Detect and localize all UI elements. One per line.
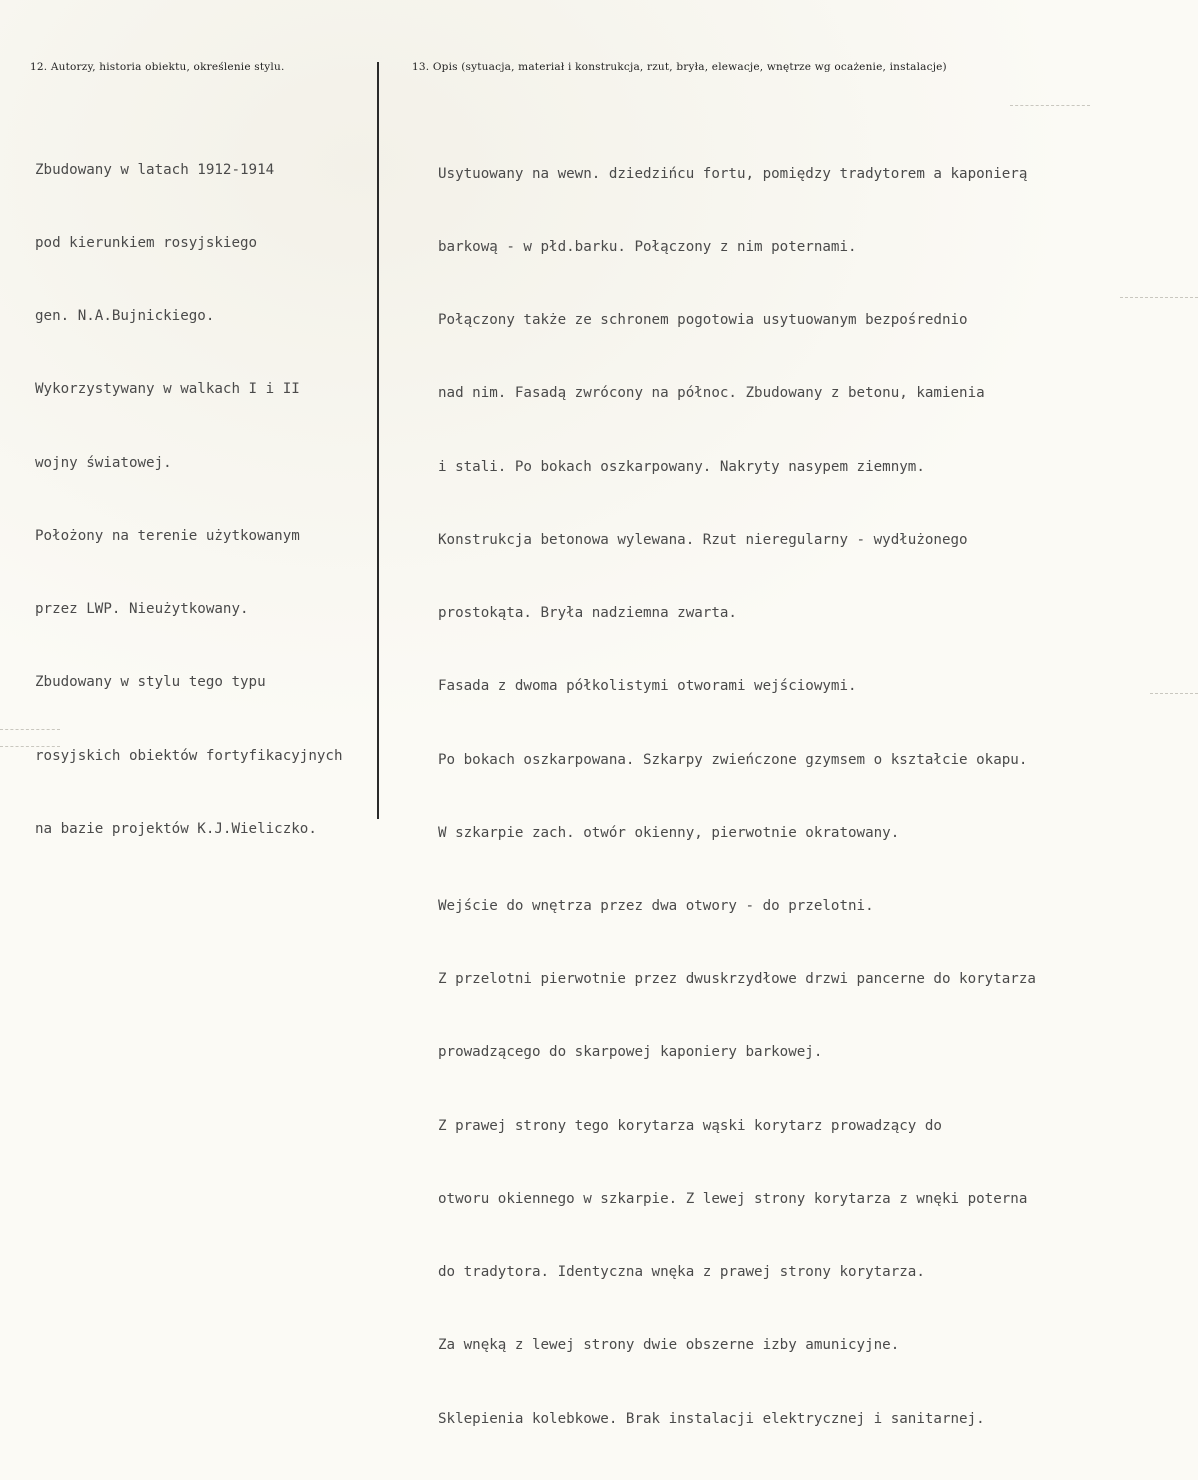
faint-rule <box>1120 297 1198 298</box>
text-line: Sklepienia kolebkowe. Brak instalacji elektrycznej i sanitarnej. <box>438 1410 985 1427</box>
text-line: Usytuowany na wewn. dziedzińcu fortu, pomiędzy tradytorem a kaponierą <box>438 165 1028 182</box>
text-line: na bazie projektów K.J.Wieliczko. <box>35 820 317 837</box>
section-13-heading: 13. Opis (sytuacja, materiał i konstrukcja, rzut, bryła, elewacje, wnętrze wg ocażenie, instalacje) <box>412 61 947 73</box>
faint-rule <box>1150 693 1198 694</box>
text-line: Zbudowany w latach 1912-1914 <box>35 161 275 178</box>
text-line: Z prawej strony tego korytarza wąski korytarz prowadzący do <box>438 1117 942 1134</box>
column-divider <box>377 62 379 819</box>
text-line: barkową - w płd.barku. Połączony z nim poternami. <box>438 239 857 256</box>
text-line: Wykorzystywany w walkach I i II <box>35 381 300 398</box>
faint-rule <box>0 746 60 747</box>
text-line: Z przelotni pierwotnie przez dwuskrzydłowe drzwi pancerne do korytarza <box>438 971 1036 988</box>
text-line: Połączony także ze schronem pogotowia usytuowanym bezpośrednio <box>438 312 968 329</box>
authors-history-text <box>35 109 343 890</box>
text-line: Wejście do wnętrza przez dwa otwory - do przelotni. <box>438 898 874 914</box>
text-line: Położony na terenie użytkowanym <box>35 527 300 544</box>
text-line: do tradytora. Identyczna wnęka z prawej strony korytarza. <box>438 1264 925 1281</box>
text-line: otworu okiennego w szkarpie. Z lewej strony korytarza z wnęki poterna <box>438 1190 1028 1207</box>
text-line: prowadzącego do skarpowej kaponiery barkowej. <box>438 1044 823 1061</box>
text-line: przez LWP. Nieużytkowany. <box>35 601 249 618</box>
text-line: Za wnęką z lewej strony dwie obszerne izby amunicyjne. <box>438 1337 900 1354</box>
text-line: nad nim. Fasadą zwrócony na północ. Zbudowany z betonu, kamienia <box>438 385 985 402</box>
faint-rule <box>1010 105 1090 106</box>
text-line: Konstrukcja betonowa wylewana. Rzut nieregularny - wydłużonego <box>438 531 968 548</box>
text-line: Zbudowany w stylu tego typu <box>35 674 266 691</box>
text-line: W szkarpie zach. otwór okienny, pierwotnie okratowany. <box>438 824 900 841</box>
text-line: prostokąta. Bryła nadziemna zwarta. <box>438 605 737 622</box>
text-line: gen. N.A.Bujnickiego. <box>35 308 215 325</box>
section-12-heading: 12. Autorzy, historia obiektu, określenie stylu. <box>30 61 285 73</box>
text-line: i stali. Po bokach oszkarpowany. Nakryty nasypem ziemnym. <box>438 458 925 475</box>
text-line: pod kierunkiem rosyjskiego <box>35 235 258 252</box>
description-text <box>438 113 1036 1480</box>
text-line: wojny światowej. <box>35 454 172 471</box>
text-line: Fasada z dwoma półkolistymi otworami wejściowymi. <box>438 678 857 695</box>
faint-rule <box>0 729 60 730</box>
text-line: Po bokach oszkarpowana. Szkarpy zwieńczone gzymsem o kształcie okapu. <box>438 751 1028 768</box>
text-line: rosyjskich obiektów fortyfikacyjnych <box>35 747 343 764</box>
